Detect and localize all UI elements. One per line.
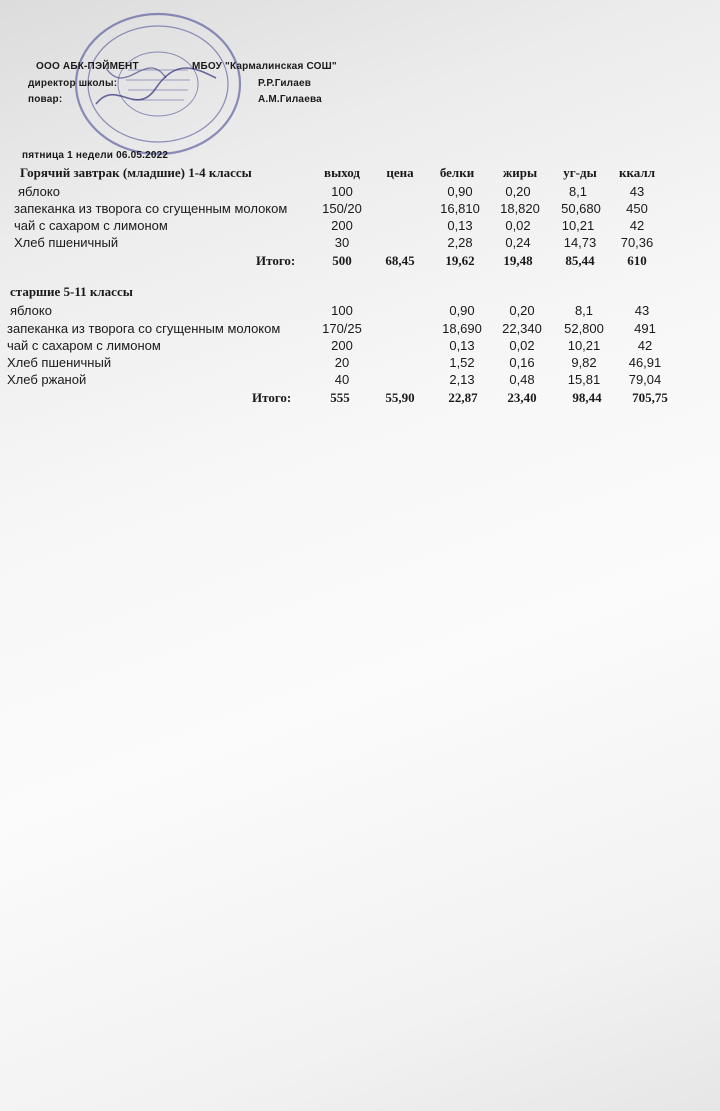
date-line: пятница 1 недели 06.05.2022 (22, 150, 169, 161)
dish-kcal: 43 (629, 184, 645, 199)
dish-protein: 2,28 (447, 235, 473, 250)
dish-protein: 0,90 (449, 303, 475, 318)
dish-kcal: 70,36 (620, 235, 654, 250)
dish-kcal: 46,91 (628, 355, 662, 370)
table-row (0, 218, 720, 235)
dish-output: 200 (331, 218, 353, 233)
dish-name: Хлеб пшеничный (14, 235, 119, 250)
school-name: МБОУ "Кармалинская СОШ" (192, 61, 337, 72)
dish-protein: 0,13 (447, 218, 473, 233)
dish-kcal: 450 (626, 201, 648, 216)
dish-fat: 0,20 (509, 303, 535, 318)
director-name: Р.Р.Гилаев (258, 78, 312, 89)
dish-name: запеканка из творога со сгущенным молоком (7, 321, 281, 336)
dish-carb: 8,1 (568, 184, 588, 199)
dish-carb: 52,800 (564, 321, 604, 336)
total-carb: 98,44 (572, 390, 602, 405)
table-row (0, 372, 720, 389)
dish-name: чай с сахаром с лимоном (14, 218, 168, 233)
senior-title: старшие 5-11 классы (10, 284, 133, 299)
dish-fat: 22,340 (502, 321, 542, 336)
dish-fat: 0,20 (505, 184, 531, 199)
senior-total-row (0, 390, 720, 407)
dish-name: яблоко (18, 184, 60, 199)
dish-name: яблоко (10, 303, 52, 318)
table-row (0, 321, 720, 338)
dish-protein: 0,13 (449, 338, 475, 353)
total-price: 68,45 (385, 253, 415, 268)
dish-name: чай с сахаром с лимоном (7, 338, 161, 353)
dish-fat: 0,24 (505, 235, 531, 250)
dish-kcal: 43 (634, 303, 650, 318)
dish-name: Хлеб ржаной (7, 372, 87, 387)
dish-output: 150/20 (322, 201, 362, 216)
dish-kcal: 79,04 (628, 372, 662, 387)
dish-kcal: 42 (629, 218, 645, 233)
dish-protein: 16,810 (440, 201, 480, 216)
total-output: 500 (332, 253, 352, 268)
junior-header-row (0, 165, 720, 182)
total-fat: 23,40 (507, 390, 537, 405)
table-row (0, 235, 720, 252)
total-price: 55,90 (385, 390, 415, 405)
dish-protein: 1,52 (449, 355, 475, 370)
total-output: 555 (330, 390, 350, 405)
dish-carb: 15,81 (567, 372, 601, 387)
total-carb: 85,44 (565, 253, 595, 268)
director-label: директор школы: (28, 78, 118, 89)
cook-name: А.М.Гилаева (258, 94, 322, 105)
table-row (0, 355, 720, 372)
total-fat: 19,48 (503, 253, 533, 268)
senior-header-row (0, 284, 720, 301)
dish-carb: 14,73 (563, 235, 597, 250)
col-price: цена (386, 165, 414, 180)
dish-fat: 0,16 (509, 355, 535, 370)
dish-carb: 8,1 (574, 303, 594, 318)
dish-fat: 0,02 (509, 338, 535, 353)
total-label: Итого: (256, 253, 296, 268)
dish-output: 100 (331, 184, 353, 199)
col-fat: жиры (502, 165, 538, 180)
total-kcal: 705,75 (632, 390, 668, 405)
junior-title: Горячий завтрак (младшие) 1-4 классы (20, 165, 252, 180)
dish-name: запеканка из творога со сгущенным молоком (14, 201, 288, 216)
dish-carb: 10,21 (567, 338, 601, 353)
total-kcal: 610 (627, 253, 647, 268)
table-row (0, 184, 720, 201)
col-carb: уг-ды (563, 165, 597, 180)
dish-output: 40 (334, 372, 350, 387)
dish-output: 200 (331, 338, 353, 353)
col-output: выход (324, 165, 360, 180)
dish-output: 170/25 (322, 321, 362, 336)
company-name: ООО АБК-ПЭЙМЕНТ (36, 61, 139, 72)
dish-output: 20 (334, 355, 350, 370)
dish-fat: 0,48 (509, 372, 535, 387)
dish-fat: 18,820 (500, 201, 540, 216)
dish-name: Хлеб пшеничный (7, 355, 112, 370)
dish-fat: 0,02 (505, 218, 531, 233)
junior-total-row (0, 253, 720, 270)
total-protein: 22,87 (448, 390, 478, 405)
table-row (0, 338, 720, 355)
dish-kcal: 491 (634, 321, 656, 336)
table-row (0, 201, 720, 218)
dish-protein: 2,13 (449, 372, 475, 387)
col-protein: белки (439, 165, 475, 180)
dish-protein: 18,690 (442, 321, 482, 336)
col-kcal: ккалл (619, 165, 655, 180)
cook-label: повар: (28, 94, 63, 105)
table-row (0, 303, 720, 320)
dish-protein: 0,90 (447, 184, 473, 199)
total-label: Итого: (252, 390, 292, 405)
dish-carb: 10,21 (561, 218, 595, 233)
dish-carb: 9,82 (571, 355, 597, 370)
total-protein: 19,62 (445, 253, 475, 268)
dish-output: 30 (334, 235, 350, 250)
dish-carb: 50,680 (561, 201, 601, 216)
dish-output: 100 (331, 303, 353, 318)
dish-kcal: 42 (637, 338, 653, 353)
